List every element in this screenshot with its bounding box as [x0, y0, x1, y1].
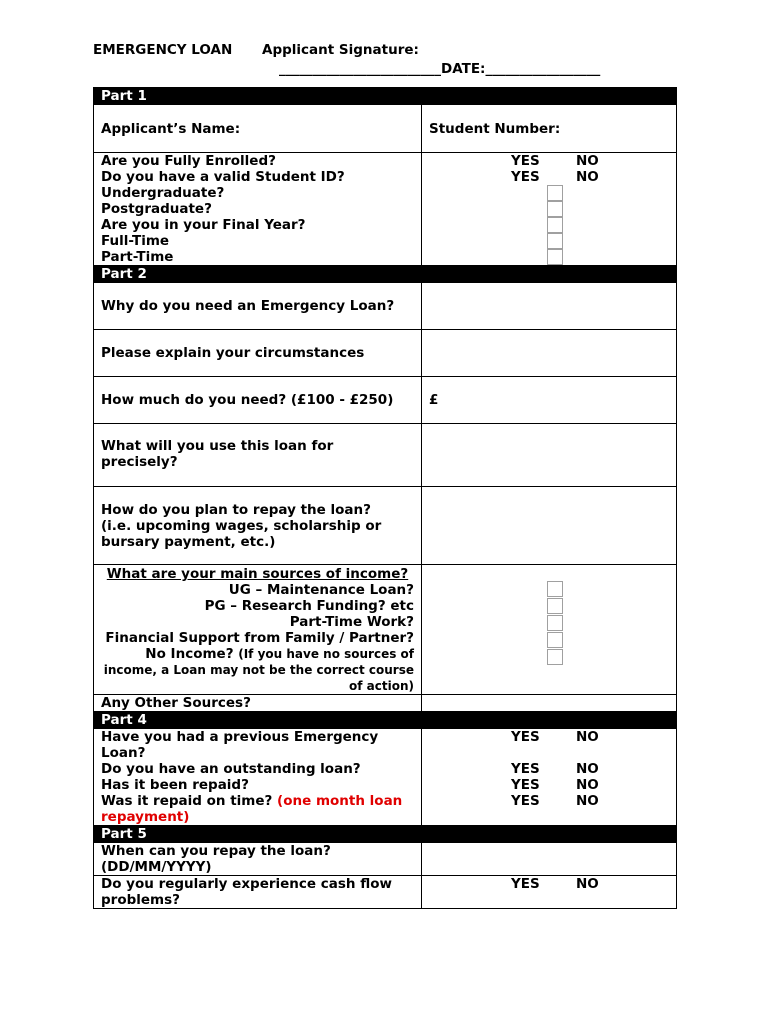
income-sources	[94, 565, 422, 695]
on-time-no[interactable]: NO	[576, 793, 599, 809]
opt-part-time: Part-Time	[94, 249, 422, 266]
income-checkboxes	[422, 565, 677, 695]
amount-field[interactable]	[422, 377, 677, 424]
income-ug: UG – Maintenance Loan?	[228, 582, 414, 598]
repaid-answer[interactable]	[422, 777, 677, 793]
other-sources-field[interactable]	[422, 695, 677, 712]
student-number-label: Student Number:	[429, 121, 561, 137]
income-none-checkbox[interactable]	[547, 649, 563, 665]
date-line[interactable]: _________________	[485, 61, 601, 77]
final-year-checkbox[interactable]	[547, 217, 563, 233]
enrolled-yes[interactable]: YES	[511, 153, 540, 169]
signature-label: Applicant Signature:	[262, 42, 419, 58]
loan-use-field[interactable]	[422, 424, 677, 487]
q-loan-use: What will you use this loan for precisely?	[94, 424, 422, 487]
q-repaid-on-time	[94, 793, 422, 826]
student-id-no[interactable]: NO	[576, 169, 599, 185]
income-ug-checkbox[interactable]	[547, 581, 563, 597]
repaid-yes[interactable]: YES	[511, 777, 540, 793]
cash-flow-answer[interactable]	[422, 876, 677, 909]
income-pg: PG – Research Funding? etc	[204, 598, 414, 614]
outstanding-loan-answer[interactable]	[422, 761, 677, 777]
outstanding-yes[interactable]: YES	[511, 761, 540, 777]
why-loan-field[interactable]	[422, 283, 677, 330]
signature-line[interactable]: ________________________	[279, 61, 441, 77]
form-title: EMERGENCY LOAN	[93, 42, 233, 58]
full-time-checkbox[interactable]	[547, 233, 563, 249]
income-work: Part-Time Work?	[289, 614, 414, 630]
part1-heading: Part 1	[94, 88, 677, 105]
q-outstanding-loan: Do you have an outstanding loan?	[94, 761, 422, 777]
q-circumstances: Please explain your circumstances	[94, 330, 422, 377]
q-previous-loan: Have you had a previous Emergency Loan?	[94, 729, 422, 762]
on-time-note: (one month loan repayment)	[101, 793, 403, 825]
q-enrolled: Are you Fully Enrolled?	[94, 153, 422, 170]
q-when-repay: When can you repay the loan? (DD/MM/YYYY)	[94, 843, 422, 876]
previous-loan-no[interactable]: NO	[576, 729, 599, 745]
q-why-loan: Why do you need an Emergency Loan?	[94, 283, 422, 330]
income-none: No Income?	[145, 646, 234, 662]
opt-postgraduate: Postgraduate?	[94, 201, 422, 217]
q-repay-line2: (i.e. upcoming wages, scholarship or bursary payment, etc.)	[101, 518, 382, 550]
previous-loan-answer[interactable]	[422, 729, 677, 762]
cash-flow-no[interactable]: NO	[576, 876, 599, 892]
q-how-much: How much do you need? (£100 - £250)	[94, 377, 422, 424]
enrolled-answer[interactable]	[422, 153, 677, 170]
part-time-checkbox[interactable]	[547, 249, 563, 265]
part5-heading: Part 5	[94, 826, 677, 843]
applicant-name-label: Applicant’s Name:	[94, 105, 422, 153]
income-title: What are your main sources of income?	[106, 566, 409, 582]
q-repay-plan	[94, 487, 422, 565]
on-time-answer[interactable]	[422, 793, 677, 826]
income-pg-checkbox[interactable]	[547, 598, 563, 614]
income-family: Financial Support from Family / Partner?	[105, 630, 414, 646]
q-on-time-text: Was it repaid on time?	[101, 793, 273, 809]
income-family-checkbox[interactable]	[547, 632, 563, 648]
part4-heading: Part 4	[94, 712, 677, 729]
undergraduate-checkbox[interactable]	[547, 185, 563, 201]
previous-loan-yes[interactable]: YES	[511, 729, 540, 745]
currency-symbol: £	[429, 392, 439, 408]
enrolled-no[interactable]: NO	[576, 153, 599, 169]
income-work-checkbox[interactable]	[547, 615, 563, 631]
student-id-yes[interactable]: YES	[511, 169, 540, 185]
repay-plan-field[interactable]	[422, 487, 677, 565]
outstanding-no[interactable]: NO	[576, 761, 599, 777]
signature-date-line[interactable]	[279, 61, 600, 77]
q-cash-flow: Do you regularly experience cash flow problems?	[94, 876, 422, 909]
on-time-yes[interactable]: YES	[511, 793, 540, 809]
part2-heading: Part 2	[94, 266, 677, 283]
opt-full-time: Full-Time	[94, 233, 422, 249]
opt-undergraduate: Undergraduate?	[94, 185, 422, 201]
cash-flow-yes[interactable]: YES	[511, 876, 540, 892]
repay-date-field[interactable]	[422, 843, 677, 876]
repaid-no[interactable]: NO	[576, 777, 599, 793]
income-none-note: (If you have no sources of income, a Loan may not be the correct course of action)	[103, 647, 414, 693]
date-label: DATE:	[441, 61, 486, 77]
loan-form-table	[93, 87, 677, 909]
student-id-answer[interactable]	[422, 169, 677, 185]
circumstances-field[interactable]	[422, 330, 677, 377]
q-repaid: Has it been repaid?	[94, 777, 422, 793]
q-repay-line1: How do you plan to repay the loan?	[101, 502, 371, 518]
q-other-sources: Any Other Sources?	[94, 695, 422, 712]
student-number-field[interactable]	[422, 105, 677, 153]
opt-final-year: Are you in your Final Year?	[94, 217, 422, 233]
postgraduate-checkbox[interactable]	[547, 201, 563, 217]
q-student-id: Do you have a valid Student ID?	[94, 169, 422, 185]
